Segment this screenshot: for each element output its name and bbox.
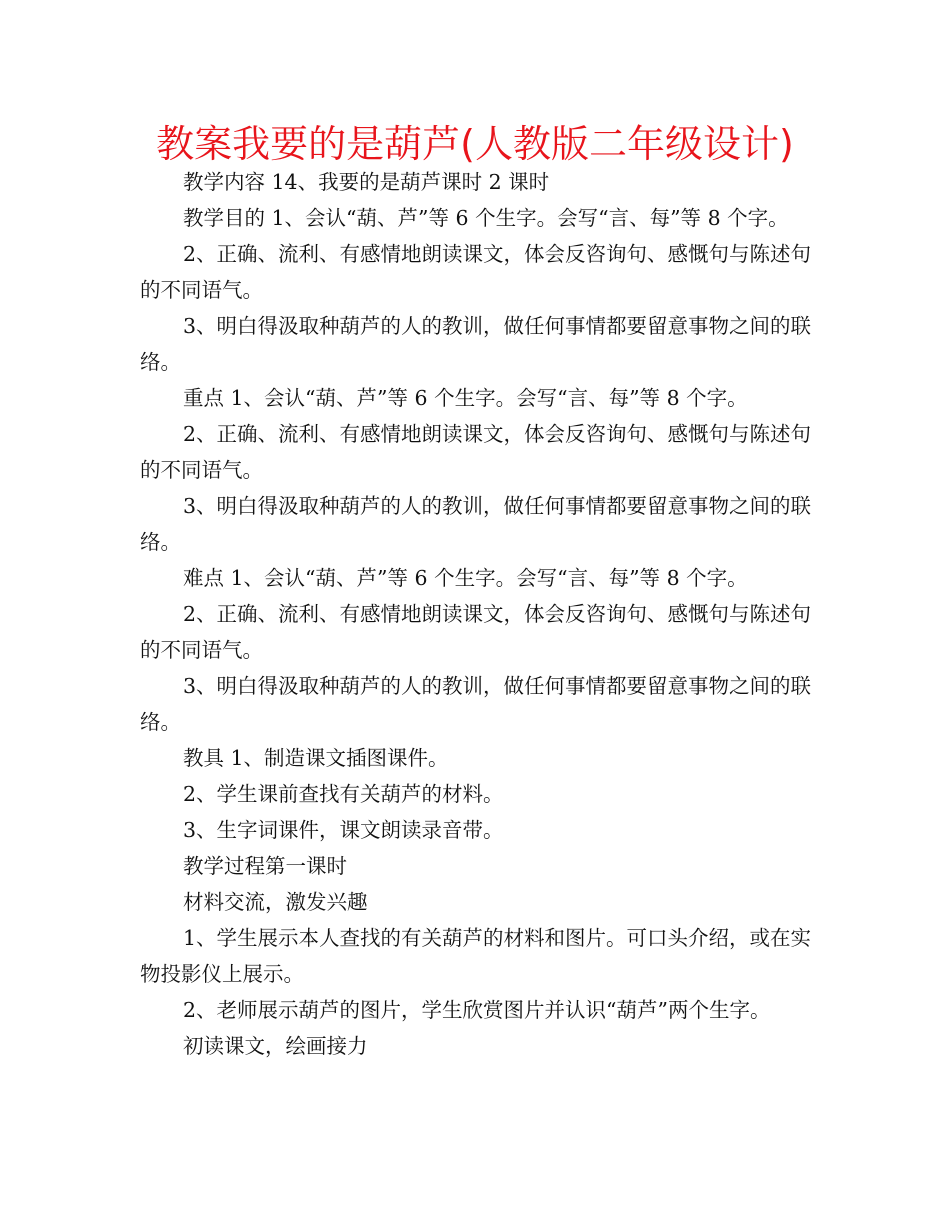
paragraph: 1、学生展示本人查找的有关葫芦的材料和图片。可口头介绍，或在实物投影仪上展示。: [140, 926, 812, 986]
paragraph: 3、明白得汲取种葫芦的人的教训，做任何事情都要留意事物之间的联络。: [140, 314, 812, 374]
paragraph: 2、正确、流利、有感情地朗读课文，体会反咨询句、感慨句与陈述句的不同语气。: [140, 422, 812, 482]
document-title: 教案我要的是葫芦(人教版二年级设计): [156, 122, 794, 166]
paragraph: 教学内容 14、我要的是葫芦课时 2 课时: [183, 170, 550, 194]
paragraph: 教具 1、制造课文插图课件。: [183, 746, 449, 770]
paragraph: 教学过程第一课时: [183, 854, 347, 878]
document-body: [140, 164, 830, 1064]
paragraph: 3、明白得汲取种葫芦的人的教训，做任何事情都要留意事物之间的联络。: [140, 494, 812, 554]
paragraph: 难点 1、会认“葫、芦”等 6 个生字。会写“言、每”等 8 个字。: [183, 566, 748, 590]
paragraph: 2、老师展示葫芦的图片，学生欣赏图片并认识“葫芦”两个生字。: [183, 998, 771, 1022]
paragraph: 2、正确、流利、有感情地朗读课文，体会反咨询句、感慨句与陈述句的不同语气。: [140, 602, 812, 662]
paragraph: 初读课文，绘画接力: [183, 1034, 368, 1058]
paragraph: 教学目的 1、会认“葫、芦”等 6 个生字。会写“言、每”等 8 个字。: [183, 206, 789, 230]
paragraph: 重点 1、会认“葫、芦”等 6 个生字。会写“言、每”等 8 个字。: [183, 386, 748, 410]
paragraph: 3、生字词课件，课文朗读录音带。: [183, 818, 504, 842]
paragraph: 3、明白得汲取种葫芦的人的教训，做任何事情都要留意事物之间的联络。: [140, 674, 812, 734]
paragraph: 材料交流，激发兴趣: [183, 890, 368, 914]
paragraph: 2、正确、流利、有感情地朗读课文，体会反咨询句、感慨句与陈述句的不同语气。: [140, 242, 812, 302]
paragraph: 2、学生课前查找有关葫芦的材料。: [183, 782, 504, 806]
